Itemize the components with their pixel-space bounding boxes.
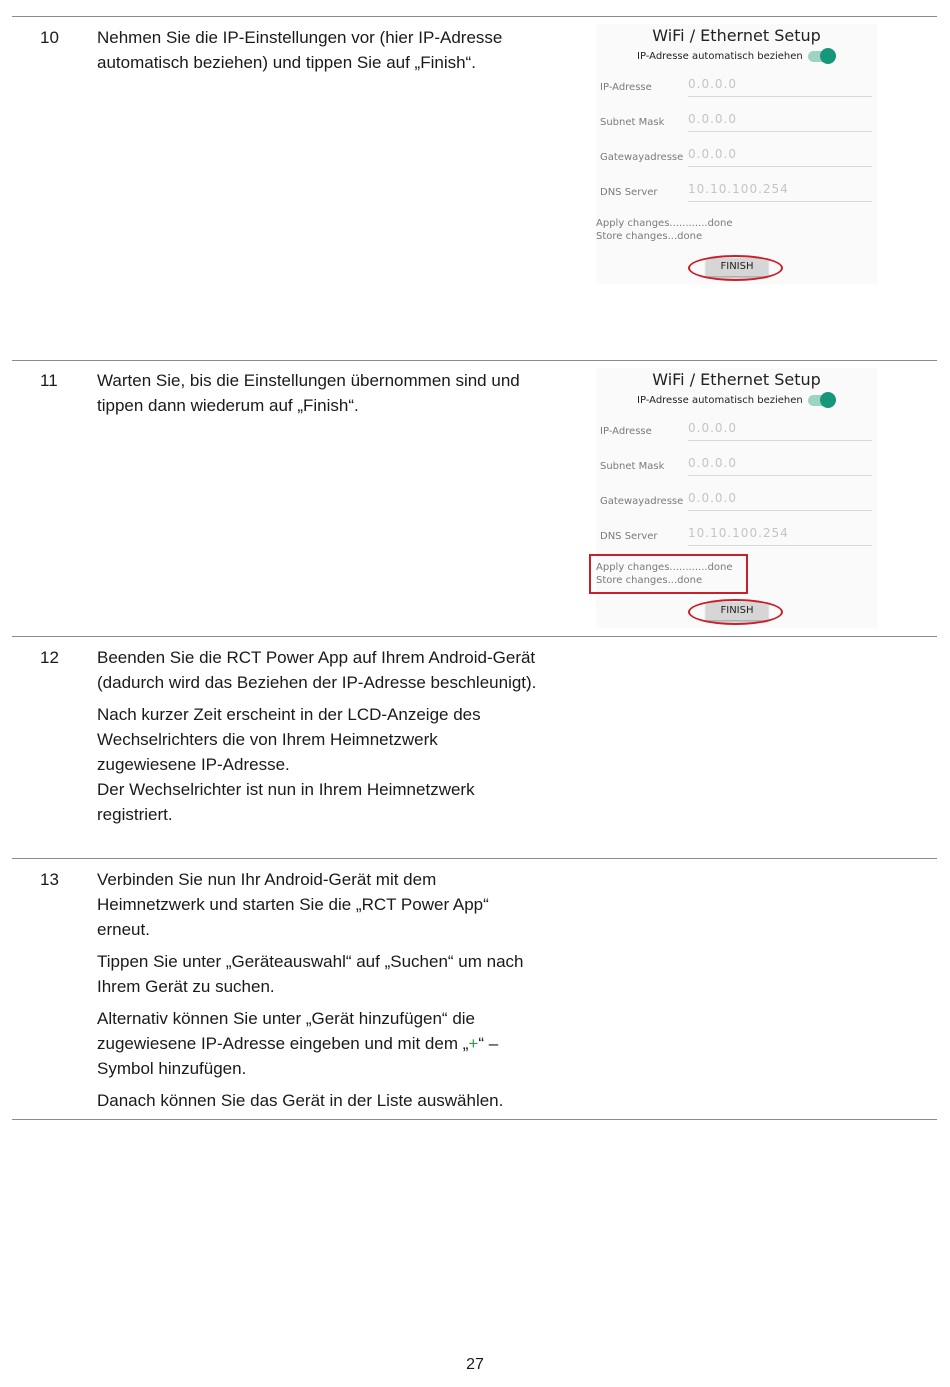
toggle-knob xyxy=(820,392,836,408)
field-row xyxy=(600,144,876,174)
page-number: 27 xyxy=(466,1356,484,1373)
field-value[interactable]: 10.10.100.254 xyxy=(688,526,789,540)
step-text xyxy=(97,645,537,834)
status-store: Store changes...done xyxy=(596,231,703,242)
field-row xyxy=(600,74,876,104)
divider xyxy=(12,636,937,637)
status-apply: Apply changes............done xyxy=(596,562,733,573)
step-paragraph: Warten Sie, bis die Einstellungen übernommen sind und tippen dann wiederum auf „Finish“. xyxy=(97,371,520,415)
step-number: 10 xyxy=(40,28,59,47)
finish-button[interactable]: FINISH xyxy=(706,258,768,276)
screen-title: WiFi / Ethernet Setup xyxy=(652,26,821,45)
toggle-switch[interactable] xyxy=(808,395,834,406)
status-store: Store changes...done xyxy=(596,575,703,586)
step-number: 11 xyxy=(40,371,58,390)
highlight-ellipse xyxy=(688,255,783,281)
step-paragraph: Nach kurzer Zeit erscheint in der LCD-Anzeige des Wechselrichters die von Ihrem Heimnetzwerk zugewiesene IP-Adresse. xyxy=(97,705,481,774)
field-row xyxy=(600,109,876,139)
highlight-ellipse xyxy=(688,599,783,625)
setup-screenshot xyxy=(596,24,877,284)
toggle-label: IP-Adresse automatisch beziehen xyxy=(637,395,803,406)
divider xyxy=(12,858,937,859)
field-value[interactable]: 0.0.0.0 xyxy=(688,456,737,470)
highlight-box xyxy=(589,554,748,594)
field-value[interactable]: 0.0.0.0 xyxy=(688,112,737,126)
toggle-switch[interactable] xyxy=(808,51,834,62)
field-row xyxy=(600,453,876,483)
field-value[interactable]: 0.0.0.0 xyxy=(688,147,737,161)
step-text xyxy=(97,368,537,425)
step-text xyxy=(97,867,537,1120)
plus-symbol: + xyxy=(468,1034,479,1053)
toggle-knob xyxy=(820,48,836,64)
status-text xyxy=(596,217,733,243)
field-label: DNS Server xyxy=(600,531,658,542)
step-paragraph: Alternativ können Sie unter „Gerät hinzufügen“ die zugewiesene IP-Adresse eingeben und mit dem „+“ – Symbol hinzufügen. xyxy=(97,1009,499,1078)
field-label: IP-Adresse xyxy=(600,82,652,93)
screen-title: WiFi / Ethernet Setup xyxy=(652,370,821,389)
step-paragraph: Danach können Sie das Gerät in der Liste auswählen. xyxy=(97,1091,504,1110)
field-row xyxy=(600,523,876,553)
toggle-label: IP-Adresse automatisch beziehen xyxy=(637,51,803,62)
step-paragraph: Beenden Sie die RCT Power App auf Ihrem Android-Gerät (dadurch wird das Beziehen der IP-Adresse beschleunigt). xyxy=(97,648,537,692)
field-value[interactable]: 10.10.100.254 xyxy=(688,182,789,196)
step-number: 12 xyxy=(40,648,59,667)
step-number: 13 xyxy=(40,870,59,889)
field-label: IP-Adresse xyxy=(600,426,652,437)
field-label: Gatewayadresse xyxy=(600,152,684,163)
step-paragraph: Nehmen Sie die IP-Einstellungen vor (hier IP-Adresse automatisch beziehen) und tippen Sie auf „Finish“. xyxy=(97,28,503,72)
divider xyxy=(12,360,937,361)
field-label: DNS Server xyxy=(600,187,658,198)
step-paragraph: Verbinden Sie nun Ihr Android-Gerät mit dem Heimnetzwerk und starten Sie die „RCT Power App“ erneut. xyxy=(97,870,489,939)
divider xyxy=(12,16,937,17)
status-apply: Apply changes............done xyxy=(596,218,733,229)
field-row xyxy=(600,488,876,518)
field-row xyxy=(600,418,876,448)
field-value[interactable]: 0.0.0.0 xyxy=(688,491,737,505)
finish-button[interactable]: FINISH xyxy=(706,602,768,620)
field-value[interactable]: 0.0.0.0 xyxy=(688,421,737,435)
field-label: Gatewayadresse xyxy=(600,496,684,507)
field-label: Subnet Mask xyxy=(600,461,665,472)
step-paragraph: Der Wechselrichter ist nun in Ihrem Heimnetzwerk registriert. xyxy=(97,780,475,824)
field-label: Subnet Mask xyxy=(600,117,665,128)
field-value[interactable]: 0.0.0.0 xyxy=(688,77,737,91)
step-text xyxy=(97,25,537,82)
field-row xyxy=(600,179,876,209)
step-paragraph: Tippen Sie unter „Geräteauswahl“ auf „Suchen“ um nach Ihrem Gerät zu suchen. xyxy=(97,952,524,996)
